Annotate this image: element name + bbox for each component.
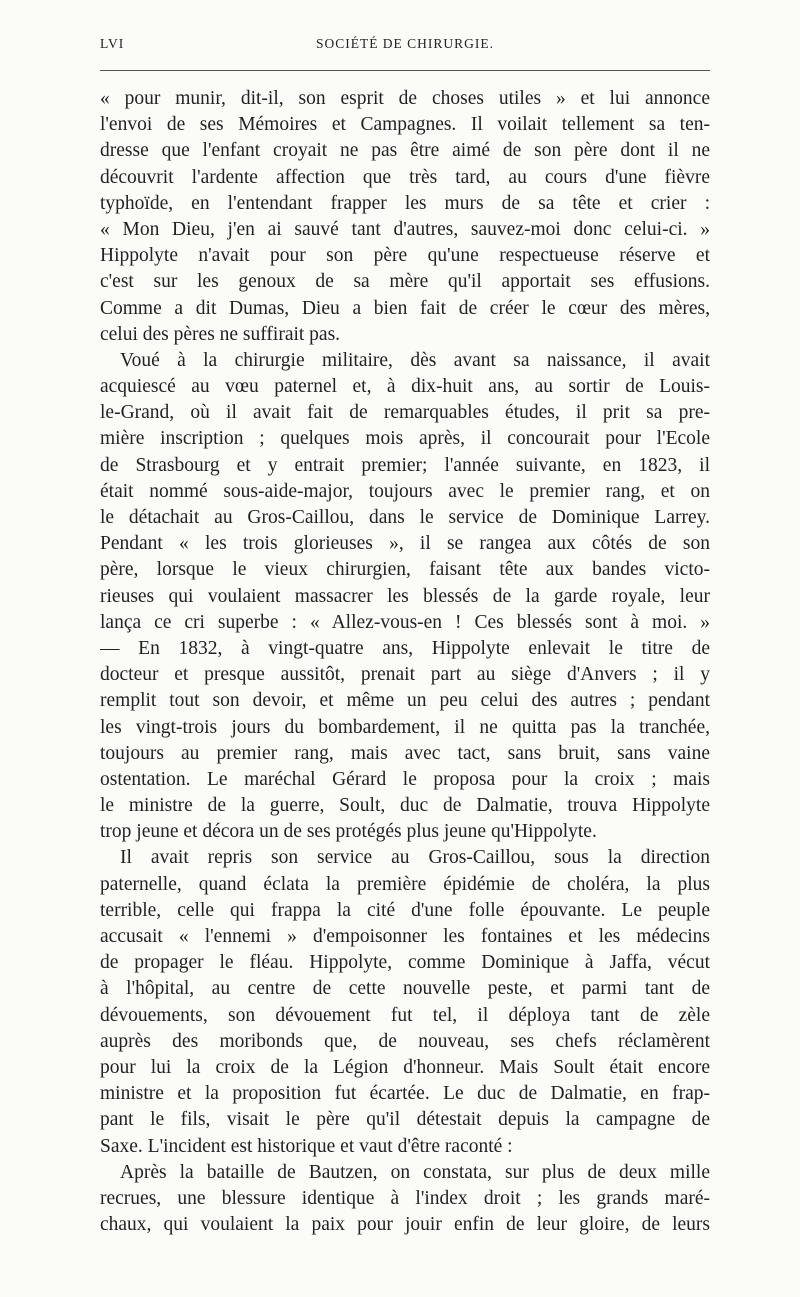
text-line: dévouements, son dévouement fut tel, il déploya tant de zèle [100, 1004, 710, 1026]
text-line: de Strasbourg et y entrait premier; l'année suivante, en 1823, il [100, 454, 710, 476]
text-line: le ministre de la guerre, Soult, duc de Dalmatie, trouva Hippolyte [100, 795, 710, 817]
text-line: rieuses qui voulaient massacrer les blessés de la garde royale, leur [100, 585, 710, 607]
text-line: paternelle, quand éclata la première épidémie de choléra, la plus [100, 873, 710, 895]
text-line: ostentation. Le maréchal Gérard le proposa pour la croix ; mais [100, 768, 710, 790]
text-line: terrible, celle qui frappa la cité d'une folle épouvante. Le peuple [100, 899, 710, 921]
text-line: recrues, une blessure identique à l'index droit ; les grands maré- [100, 1187, 710, 1209]
text-line: père, lorsque le vieux chirurgien, faisant tête aux bandes victo- [100, 559, 710, 581]
text-line: lança ce cri superbe : « Allez-vous-en ! Ces blessés sont à moi. » [100, 611, 710, 633]
text-line: Comme a dit Dumas, Dieu a bien fait de créer le cœur des mères, [100, 297, 710, 319]
text-line: Voué à la chirurgie militaire, dès avant sa naissance, il avait [120, 349, 710, 371]
text-line: — En 1832, à vingt-quatre ans, Hippolyte enlevait le titre de [100, 637, 710, 659]
text-line: l'envoi de ses Mémoires et Campagnes. Il voilait tellement sa ten- [100, 114, 710, 136]
text-line: docteur et presque aussitôt, prenait part au siège d'Anvers ; il y [100, 664, 710, 686]
text-line: auprès des moribonds que, de nouveau, ses chefs réclamèrent [100, 1030, 710, 1052]
text-line: mière inscription ; quelques mois après, il concourait pour l'Ecole [100, 428, 710, 450]
text-line: le détachait au Gros-Caillou, dans le service de Dominique Larrey. [100, 507, 710, 528]
text-line: celui des pères ne suffirait pas. [100, 323, 341, 345]
body-text [100, 86, 710, 1238]
text-line: pant le fils, visait le père qu'il détestait depuis la campagne de [100, 1109, 710, 1131]
text-line: Pendant « les trois glorieuses », il se rangea aux côtés de son [100, 533, 710, 555]
page-number: LVI [100, 36, 125, 51]
running-title: SOCIÉTÉ DE CHIRURGIE. [315, 36, 495, 51]
text-line: à l'hôpital, au centre de cette nouvelle peste, et parmi tant de [100, 978, 710, 1000]
text-line: Il avait repris son service au Gros-Caillou, sous la direction [120, 847, 710, 869]
text-line: c'est sur les genoux de sa mère qu'il apportait ses effusions. [100, 271, 710, 293]
text-line: remplit tout son devoir, et même un peu celui des autres ; pendant [100, 690, 710, 712]
text-line: pour lui la croix de la Légion d'honneur. Mais Soult était encore [100, 1056, 710, 1078]
text-line: chaux, qui voulaient la paix pour jouir enfin de leur gloire, de leurs [100, 1214, 710, 1236]
text-line: dresse que l'enfant croyait ne pas être aimé de son père dont il ne [100, 140, 710, 162]
text-line: accusait « l'ennemi » d'empoisonner les fontaines et les médecins [100, 926, 710, 947]
running-head [100, 36, 710, 56]
header-rule [100, 70, 710, 71]
text-line: était nommé sous-aide-major, toujours avec le premier rang, et on [100, 480, 710, 502]
text-line: « pour munir, dit-il, son esprit de choses utiles » et lui annonce [100, 88, 710, 109]
text-line: « Mon Dieu, j'en ai sauvé tant d'autres, sauvez-moi donc celui-ci. » [100, 218, 710, 240]
text-line: le-Grand, où il avait fait de remarquables études, il prit sa pre- [100, 402, 710, 424]
text-line: les vingt-trois jours du bombardement, il ne quitta pas la tranchée, [100, 716, 710, 738]
text-line: ministre et la proposition fut écartée. Le duc de Dalmatie, en frap- [100, 1083, 710, 1105]
text-line: acquiescé au vœu paternel et, à dix-huit ans, au sortir de Louis- [100, 376, 710, 398]
text-line: Saxe. L'incident est historique et vaut d'être raconté : [100, 1135, 513, 1157]
text-line: trop jeune et décora un de ses protégés plus jeune qu'Hippolyte. [100, 821, 597, 843]
text-line: de propager le fléau. Hippolyte, comme Dominique à Jaffa, vécut [100, 952, 710, 974]
text-line: Après la bataille de Bautzen, on constata, sur plus de deux mille [120, 1161, 710, 1183]
text-line: toujours au premier rang, mais avec tact, sans bruit, sans vaine [100, 742, 710, 764]
text-line: découvrit l'ardente affection que très tard, au cours d'une fièvre [100, 166, 710, 188]
text-line: typhoïde, en l'entendant frapper les murs de sa tête et crier : [100, 192, 710, 214]
text-line: Hippolyte n'avait pour son père qu'une respectueuse réserve et [100, 245, 710, 267]
